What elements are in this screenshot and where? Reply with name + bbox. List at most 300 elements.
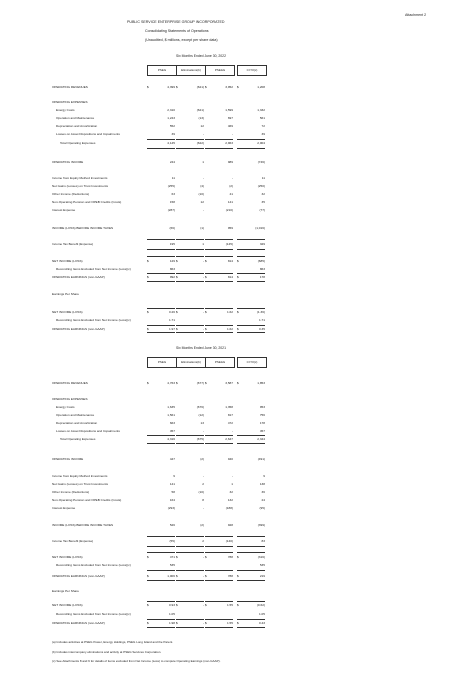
cell-value: (685) (257, 259, 265, 263)
underline-rule (237, 273, 265, 274)
underline-rule (237, 139, 265, 140)
cell-value: (10) (198, 490, 204, 494)
column-header: PSE&G (205, 357, 235, 368)
dollar-sign: $ (237, 327, 239, 331)
cell-value: 1 (202, 242, 204, 246)
period-title: Six Months Ended June 30, 2022 (176, 54, 226, 58)
underline-rule (147, 239, 175, 240)
cell-value: 4,316 (167, 437, 175, 441)
statement-row (52, 193, 270, 197)
row-label: Net Gains (Losses) on Trust Investments (52, 482, 109, 486)
cell-value: - (202, 132, 204, 136)
underline-rule (205, 273, 233, 274)
underline-rule (147, 325, 175, 326)
underline-rule (147, 256, 175, 257)
cell-value: 72 (261, 124, 265, 128)
row-label: OPERATING EARNINGS (non-GAAP) (52, 621, 105, 625)
statement-row (52, 133, 270, 137)
cell-value: 0.26 (168, 310, 175, 314)
statement-row (52, 268, 270, 272)
row-label: NET INCOME (LOSS) (52, 310, 83, 314)
cell-value: 0.93 (168, 603, 175, 607)
cell-value: - (231, 429, 233, 433)
cell-value: 3,587 (225, 381, 233, 385)
cell-value: 4,763 (167, 381, 175, 385)
cell-value: 989 (227, 160, 233, 164)
cell-value: (622) (196, 141, 204, 145)
cell-value: (4) (200, 184, 204, 188)
underline-rule (147, 273, 175, 274)
cell-value: 2,963 (225, 141, 233, 145)
cell-value: 1,243 (167, 116, 175, 120)
cell-value: 561 (259, 116, 265, 120)
column-header: PSEG (147, 357, 177, 368)
underline-rule (205, 536, 233, 537)
cell-value: 58 (171, 490, 175, 494)
underline-rule (176, 249, 204, 250)
dollar-sign: $ (147, 310, 149, 314)
statement-row (52, 101, 270, 105)
cell-value: 863 (169, 267, 175, 271)
column-header: CY/O(c) (237, 357, 267, 368)
underline-rule (176, 619, 204, 620)
underline-rule (205, 619, 233, 620)
underline-rule (237, 552, 265, 553)
dollar-sign: $ (147, 574, 149, 578)
statement-row (52, 117, 270, 121)
cell-value: 1 (231, 482, 233, 486)
underline-rule (237, 308, 265, 309)
statement-row (52, 422, 270, 426)
cell-value: (255) (167, 184, 175, 188)
cell-value: (140) (225, 539, 233, 543)
cell-value: 1,561 (167, 413, 175, 417)
dollar-sign: $ (147, 603, 149, 607)
cell-value: 1,332 (257, 108, 265, 112)
dollar-sign: $ (237, 310, 239, 314)
statement-row (52, 209, 270, 213)
dollar-sign: $ (205, 603, 207, 607)
cell-value: 1.62 (226, 310, 233, 314)
cell-value: 8 (202, 498, 204, 502)
dollar-sign: $ (176, 259, 178, 263)
underline-rule (205, 601, 233, 602)
underline-rule (205, 443, 233, 444)
double-underline-rule (147, 281, 175, 283)
dollar-sign: $ (176, 621, 178, 625)
cell-value: 12 (200, 124, 204, 128)
cell-value: 1.71 (168, 318, 175, 322)
cell-value: 1,006 (167, 574, 175, 578)
cell-value: (77) (259, 208, 265, 212)
cell-value: (1) (200, 226, 204, 230)
cell-value: - (202, 310, 204, 314)
cell-value: 12 (200, 200, 204, 204)
cell-value: 2,004 (257, 141, 265, 145)
cell-value: 329 (259, 242, 265, 246)
eps-heading: Earnings Per Share (52, 292, 79, 296)
underline-rule (147, 601, 175, 602)
underline-rule (205, 435, 233, 436)
underline-rule (176, 570, 204, 571)
underline-rule (205, 139, 233, 140)
underline-rule (205, 546, 233, 547)
underline-rule (176, 546, 204, 547)
dollar-sign: $ (205, 275, 207, 279)
cell-value: 41 (229, 192, 233, 196)
underline-rule (205, 148, 233, 149)
dollar-sign: $ (205, 381, 207, 385)
cell-value: (66) (169, 226, 175, 230)
dollar-sign: $ (176, 381, 178, 385)
cell-value: - (202, 429, 204, 433)
underline-rule (147, 148, 175, 149)
dollar-sign: $ (176, 310, 178, 314)
cell-value: 11 (261, 176, 265, 180)
dollar-sign: $ (205, 327, 207, 331)
double-underline-rule (237, 580, 265, 582)
row-label: Interest Expense (52, 208, 76, 212)
cell-value: 928 (227, 523, 233, 527)
cell-value: (676) (196, 405, 204, 409)
underline-rule (176, 308, 204, 309)
row-label: NET INCOME (LOSS) (52, 603, 83, 607)
underline-rule (237, 570, 265, 571)
cell-value: 1,599 (225, 108, 233, 112)
cell-value: (55) (169, 539, 175, 543)
statement-row (52, 185, 270, 189)
underline-rule (237, 435, 265, 436)
statement-row (52, 161, 270, 165)
cell-value: 940 (227, 457, 233, 461)
cell-value: 472 (227, 421, 233, 425)
cell-value: (145) (225, 242, 233, 246)
statement-row (52, 556, 270, 560)
row-label: OPERATING REVENUES (52, 381, 88, 385)
row-label: OPERATING INCOME (52, 160, 84, 164)
row-label: OPERATING REVENUES (52, 85, 88, 89)
row-label: Reconciling Items Excluded from Net Income (Loss)(c) (56, 267, 131, 271)
statement-row (52, 430, 270, 434)
units-note: (Unaudited, $ millions, except per share data) (145, 38, 218, 42)
cell-value: 39 (171, 132, 175, 136)
row-label: Depreciation and Amortization (56, 421, 98, 425)
underline-rule (237, 619, 265, 620)
cell-value: 863 (259, 267, 265, 271)
row-label: NET INCOME (LOSS) (52, 555, 83, 559)
cell-value: 1,208 (257, 85, 265, 89)
cell-value: - (202, 506, 204, 510)
row-label: Operation and Maintenance (56, 116, 95, 120)
statement-row (52, 382, 270, 386)
row-label: Non-Operating Pension and OPEB Credits (Costs) (52, 200, 122, 204)
cell-value: (2) (200, 457, 204, 461)
cell-value: 2 (202, 539, 204, 543)
cell-value: 0.43 (258, 621, 265, 625)
cell-value: 2,647 (225, 437, 233, 441)
underline-rule (147, 546, 175, 547)
cell-value: (210) (225, 208, 233, 212)
dollar-sign: $ (237, 555, 239, 559)
double-underline-rule (147, 332, 175, 334)
underline-rule (147, 552, 175, 553)
double-underline-rule (176, 281, 204, 283)
double-underline-rule (237, 627, 265, 629)
cell-value: (10) (198, 192, 204, 196)
dollar-sign: $ (147, 259, 149, 263)
underline-rule (176, 273, 204, 274)
underline-rule (176, 536, 204, 537)
underline-rule (237, 256, 265, 257)
dollar-sign: $ (237, 259, 239, 263)
statement-row (52, 311, 270, 315)
eps-heading: Earnings Per Share (52, 589, 79, 593)
company-name: PUBLIC SERVICE ENTERPRISE GROUP INCORPORATED (127, 20, 225, 24)
cell-value: 1,635 (167, 405, 175, 409)
row-label: Total Operating Expenses (60, 437, 96, 441)
cell-value: 959 (227, 226, 233, 230)
cell-value: - (202, 176, 204, 180)
cell-value: 9 (173, 474, 175, 478)
cell-value: 457 (169, 429, 175, 433)
double-underline-rule (205, 627, 233, 629)
cell-value: - (202, 555, 204, 559)
attachment-label: Attachment 2 (405, 13, 427, 17)
cell-value: (12) (198, 413, 204, 417)
cell-value: (491) (257, 457, 265, 461)
row-label: Depreciation and Amortization (56, 124, 98, 128)
cell-value: 1.98 (168, 621, 175, 625)
statement-row (52, 507, 270, 511)
cell-value: 219 (259, 574, 265, 578)
row-label: Income from Equity Method Investments (52, 176, 108, 180)
dollar-sign: $ (147, 621, 149, 625)
dollar-sign: $ (176, 555, 178, 559)
cell-value: (1.36) (256, 310, 265, 314)
underline-rule (147, 249, 175, 250)
period-title: Six Months Ended June 30, 2021 (176, 346, 226, 350)
statement-row (52, 540, 270, 544)
row-label: Energy Costs (56, 108, 75, 112)
cell-value: 953 (259, 405, 265, 409)
statement-row (52, 524, 270, 528)
cell-value: 3,952 (225, 85, 233, 89)
row-label: Energy Costs (56, 405, 75, 409)
cell-value: 2 (202, 482, 204, 486)
statement-row (52, 458, 270, 462)
row-label: OPERATING EARNINGS (non-GAAP) (52, 574, 105, 578)
cell-value: 83 (261, 539, 265, 543)
cell-value: 1.55 (226, 603, 233, 607)
row-label: OPERATING EXPENSES (52, 100, 88, 104)
dollar-sign: $ (147, 555, 149, 559)
cell-value: - (231, 132, 233, 136)
statement-row (52, 491, 270, 495)
cell-value: 32 (229, 490, 233, 494)
cell-value: (621) (196, 108, 204, 112)
underline-rule (237, 546, 265, 547)
statement-row (52, 142, 270, 146)
statement-row (52, 564, 270, 568)
dollar-sign: $ (205, 555, 207, 559)
row-label: OPERATING EARNINGS (non-GAAP) (52, 275, 105, 279)
underline-rule (176, 443, 204, 444)
statement-row (52, 604, 270, 608)
cell-value: 1,358 (225, 405, 233, 409)
underline-rule (237, 325, 265, 326)
cell-value: (287) (167, 208, 175, 212)
underline-rule (205, 308, 233, 309)
cell-value: 814 (227, 275, 233, 279)
cell-value: (188) (225, 506, 233, 510)
cell-value: 195 (169, 242, 175, 246)
statement-row (52, 622, 270, 626)
cell-value: 138 (259, 482, 265, 486)
cell-value: 4,399 (167, 85, 175, 89)
cell-value: 141 (227, 200, 233, 204)
cell-value: - (202, 327, 204, 331)
dollar-sign: $ (147, 85, 149, 89)
cell-value: (399) (257, 523, 265, 527)
underline-rule (176, 139, 204, 140)
cell-value: 552 (169, 124, 175, 128)
row-label: Net Gains (Losses) on Trust Investments (52, 184, 109, 188)
cell-value: (0.62) (256, 603, 265, 607)
statement-row (52, 109, 270, 113)
double-underline-rule (205, 332, 233, 334)
statement-row (52, 613, 270, 617)
dollar-sign: $ (237, 574, 239, 578)
row-label: Reconciling Items Excluded from Net Income (Loss)(c) (56, 563, 131, 567)
dollar-sign: $ (147, 327, 149, 331)
statement-row (52, 406, 270, 410)
cell-value: 1.62 (226, 327, 233, 331)
cell-value: 129 (169, 259, 175, 263)
cell-value: - (202, 621, 204, 625)
cell-value: 244 (169, 160, 175, 164)
column-header: CY/O(c) (237, 65, 267, 76)
underline-rule (147, 536, 175, 537)
double-underline-rule (176, 627, 204, 629)
row-label: OPERATING EXPENSES (52, 397, 88, 401)
cell-value: 663 (169, 421, 175, 425)
dollar-sign: $ (237, 603, 239, 607)
column-header: PSE&G (205, 65, 235, 76)
cell-value: (2) (229, 184, 233, 188)
double-underline-rule (176, 332, 204, 334)
cell-value: 36 (261, 490, 265, 494)
cell-value: 11 (171, 176, 175, 180)
underline-rule (147, 570, 175, 571)
row-label: Total Operating Expenses (60, 141, 96, 145)
statement-row (52, 575, 270, 579)
dollar-sign: $ (176, 574, 178, 578)
cell-value: 9 (263, 474, 265, 478)
underline-rule (237, 601, 265, 602)
row-label: Income Tax Benefit (Expense) (52, 242, 94, 246)
cell-value: 132 (227, 498, 233, 502)
row-label: NET INCOME (LOSS) (52, 259, 83, 263)
column-header: Eliminations(b) (176, 357, 206, 368)
dollar-sign: $ (237, 381, 239, 385)
footnote-c: (c) See Attachments 8 and 9 for details of items excluded from Net Income (Loss) to compute Operating Earnings (non-GAAP). (52, 659, 221, 663)
footnote-a: (a) Includes activities at PSEG Power, Energy Holdings, PSEG Long Island and the Parent. (52, 640, 174, 644)
dollar-sign: $ (176, 603, 178, 607)
dollar-sign: $ (147, 381, 149, 385)
dollar-sign: $ (237, 85, 239, 89)
cell-value: 178 (259, 421, 265, 425)
underline-rule (176, 256, 204, 257)
statement-row (52, 398, 270, 402)
statement-row (52, 125, 270, 129)
cell-value: 13 (200, 421, 204, 425)
dollar-sign: $ (176, 85, 178, 89)
cell-value: (675) (196, 437, 204, 441)
row-label: Income Tax Benefit (Expense) (52, 539, 94, 543)
underline-rule (205, 325, 233, 326)
cell-value: 535 (259, 563, 265, 567)
cell-value: 471 (169, 555, 175, 559)
cell-value: 788 (227, 574, 233, 578)
underline-rule (205, 552, 233, 553)
cell-value: - (231, 474, 233, 478)
cell-value: 35 (261, 200, 265, 204)
cell-value: (95) (259, 506, 265, 510)
statement-row (52, 86, 270, 90)
cell-value: (250) (257, 184, 265, 188)
cell-value: 817 (227, 413, 233, 417)
cell-value: - (202, 208, 204, 212)
dollar-sign: $ (176, 327, 178, 331)
cell-value: 164 (169, 498, 175, 502)
cell-value: 0.35 (258, 327, 265, 331)
cell-value: (293) (167, 506, 175, 510)
statement-row (52, 201, 270, 205)
cell-value: 1.05 (258, 612, 265, 616)
cell-value: 2,344 (257, 437, 265, 441)
footnote-b: (b) Includes intercompany eliminations and activity at PSEG Services Corporation. (52, 650, 162, 654)
statement-row (52, 227, 270, 231)
underline-rule (237, 148, 265, 149)
row-label: Losses on Asset Dispositions and Impairments (56, 132, 120, 136)
underline-rule (176, 435, 204, 436)
row-label: OPERATING INCOME (52, 457, 84, 461)
statement-row (52, 243, 270, 247)
cell-value: - (202, 259, 204, 263)
cell-value: (677) (196, 381, 204, 385)
underline-rule (237, 249, 265, 250)
underline-rule (205, 249, 233, 250)
cell-value: 1 (202, 160, 204, 164)
underline-rule (205, 256, 233, 257)
cell-value: 2,310 (167, 108, 175, 112)
dollar-sign: $ (205, 621, 207, 625)
underline-rule (147, 619, 175, 620)
double-underline-rule (237, 332, 265, 334)
cell-value: - (202, 603, 204, 607)
underline-rule (176, 325, 204, 326)
cell-value: (13) (198, 116, 204, 120)
cell-value: 1.71 (258, 318, 265, 322)
row-label: INCOME (LOSS) BEFORE INCOME TAXES (52, 523, 114, 527)
cell-value: (1,016) (255, 226, 265, 230)
cell-value: 141 (169, 482, 175, 486)
statement-row (52, 276, 270, 280)
underline-rule (176, 148, 204, 149)
cell-value: (2) (200, 523, 204, 527)
underline-rule (147, 435, 175, 436)
cell-value: (746) (257, 160, 265, 164)
